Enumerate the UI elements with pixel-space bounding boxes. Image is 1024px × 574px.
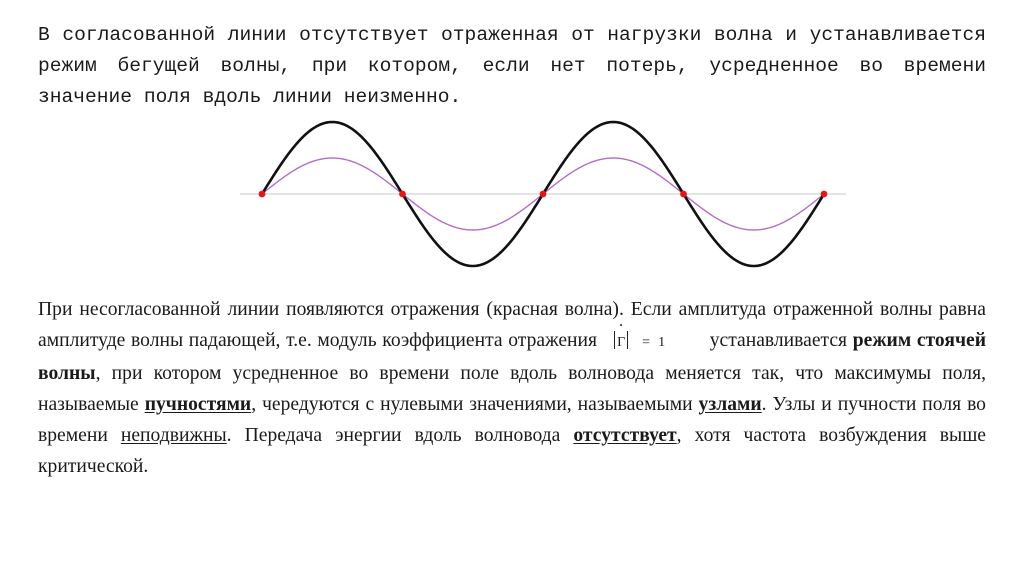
node-marker [540,191,547,198]
paragraph2-text-6: . Передача энергии вдоль волновода [226,425,574,446]
formula-value: 1 [658,335,666,350]
standing-wave-diagram [240,112,852,276]
stationary-term: неподвижны [120,425,227,446]
paragraph-matched-line: В согласованной линии отсутствует отраженная от нагрузки волна и устанавливается режим бегущей волны, при котором, если нет потерь, усредненное во времени значение поля вдоль линии неизменно. [38,24,986,108]
node-marker [680,191,687,198]
nodes-term: узлами [698,394,762,415]
paragraph2-text-2: устанавливается [704,330,853,351]
paragraph2-text-7: , хотя частота возбуждения выше критической. [38,425,986,477]
node-marker [259,191,266,198]
paragraph2-text-1: При несогласованной линии появляются отражения (красная волна). Если амплитуда отраженной волны равна амплитуде волны падающей, т.е. модуль коэффициента отражения [38,299,986,351]
formula-equals: = [642,335,651,350]
paragraph-mismatched-line [38,294,986,482]
standing-wave-mode-term: режим стоячей волны [38,330,986,384]
paragraph2-text-3: , при котором усредненное во времени поле вдоль волновода меняется так, что максимумы поля, называемые [38,363,986,415]
node-marker [821,191,828,198]
reflection-coefficient-formula [614,327,704,358]
node-marker [399,191,406,198]
paragraph2-text-5: . Узлы и пучности поля во времени [38,394,986,446]
antinodes-term: пучностями [144,394,252,415]
absent-term: отсутствует [573,425,677,446]
gamma-symbol: Γ [617,327,625,358]
paragraph2-text-4: , чередуются с нулевыми значениями, называемыми [251,394,699,415]
